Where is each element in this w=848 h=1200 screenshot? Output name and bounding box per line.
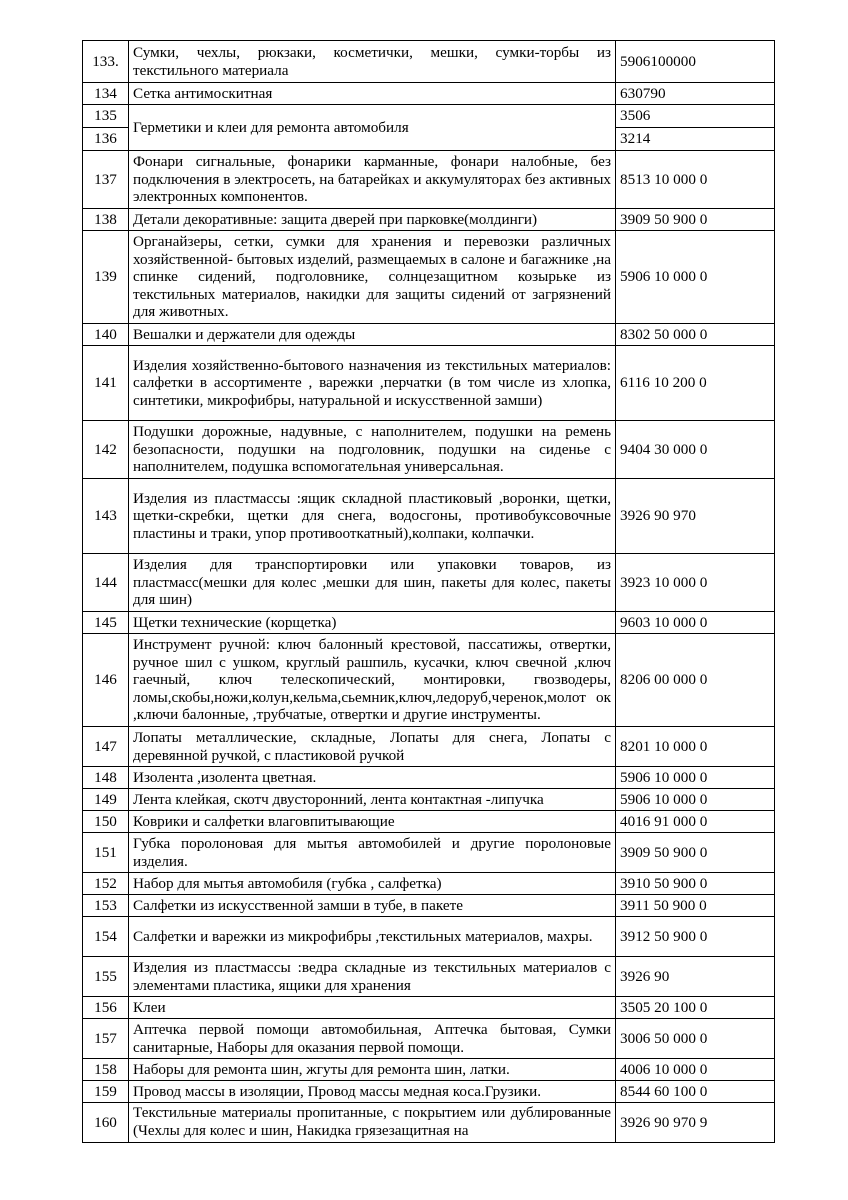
row-description: Фонари сигнальные, фонарики карманные, фонари налобные, без подключения в электросеть, на батарейках и аккумуляторах без активных электронных компонентов. bbox=[129, 151, 616, 209]
row-description: Наборы для ремонта шин, жгуты для ремонта шин, латки. bbox=[129, 1059, 616, 1081]
row-number: 150 bbox=[83, 811, 129, 833]
row-number: 138 bbox=[83, 209, 129, 231]
table-row bbox=[83, 324, 775, 346]
row-description: Подушки дорожные, надувные, с наполнителем, подушки на ремень безопасности, подушки на подголовник, подушки на сиденье с наполнителем, подушка вспомогательная универсальная. bbox=[129, 421, 616, 479]
row-code: 3214 bbox=[616, 128, 775, 151]
table-row bbox=[83, 151, 775, 209]
row-number: 143 bbox=[83, 479, 129, 554]
row-description: Салфетки из искусственной замши в тубе, в пакете bbox=[129, 895, 616, 917]
row-code: 3923 10 000 0 bbox=[616, 554, 775, 612]
row-number: 156 bbox=[83, 997, 129, 1019]
table-row bbox=[83, 1059, 775, 1081]
row-description: Текстильные материалы пропитанные, с покрытием или дублированные (Чехлы для колес и шин, Накидка грязезащитная на bbox=[129, 1103, 616, 1143]
row-code: 3505 20 100 0 bbox=[616, 997, 775, 1019]
row-code: 5906100000 bbox=[616, 41, 775, 83]
row-code: 8302 50 000 0 bbox=[616, 324, 775, 346]
row-description: Набор для мытья автомобиля (губка , салфетка) bbox=[129, 873, 616, 895]
table-row bbox=[83, 479, 775, 554]
row-number: 154 bbox=[83, 917, 129, 957]
row-number: 157 bbox=[83, 1019, 129, 1059]
row-number: 160 bbox=[83, 1103, 129, 1143]
row-code: 3912 50 900 0 bbox=[616, 917, 775, 957]
row-description: Лента клейкая, скотч двусторонний, лента контактная -липучка bbox=[129, 789, 616, 811]
row-code: 3926 90 970 9 bbox=[616, 1103, 775, 1143]
row-code: 8513 10 000 0 bbox=[616, 151, 775, 209]
table-row bbox=[83, 895, 775, 917]
table-row bbox=[83, 1081, 775, 1103]
row-description: Аптечка первой помощи автомобильная, Аптечка бытовая, Сумки санитарные, Наборы для оказания первой помощи. bbox=[129, 1019, 616, 1059]
row-code: 3909 50 900 0 bbox=[616, 833, 775, 873]
row-number: 133. bbox=[83, 41, 129, 83]
row-number: 135 bbox=[83, 105, 129, 128]
table-row bbox=[83, 997, 775, 1019]
row-code: 3910 50 900 0 bbox=[616, 873, 775, 895]
row-description: Губка поролоновая для мытья автомобилей и другие поролоновые изделия. bbox=[129, 833, 616, 873]
row-code: 8544 60 100 0 bbox=[616, 1081, 775, 1103]
row-number: 153 bbox=[83, 895, 129, 917]
row-number: 142 bbox=[83, 421, 129, 479]
row-number: 145 bbox=[83, 612, 129, 634]
row-number: 134 bbox=[83, 83, 129, 105]
row-description: Изделия из пластмассы :ведра складные из текстильных материалов с элементами пластика, ящики для хранения bbox=[129, 957, 616, 997]
row-number: 158 bbox=[83, 1059, 129, 1081]
row-description: Салфетки и варежки из микрофибры ,текстильных материалов, махры. bbox=[129, 917, 616, 957]
row-description: Органайзеры, сетки, сумки для хранения и перевозки различных хозяйственной- бытовых изделий, размещаемых в салоне и багажнике ,на спинке сидений, подголовнике, солнцезащитном козырьке из текстильных материалов, накидки для защиты сидений от загрязнений для животных. bbox=[129, 231, 616, 324]
row-code: 3006 50 000 0 bbox=[616, 1019, 775, 1059]
table-row bbox=[83, 231, 775, 324]
row-description: Сетка антимоскитная bbox=[129, 83, 616, 105]
row-description: Инструмент ручной: ключ балонный крестовой, пассатижы, отвертки, ручное шил с ушком, круглый рашпиль, кусачки, ключ свечной ,ключ гаечный, ключ телескопический, монтировки, гвозводеры, ломы,скобы,ножи,колун,кельма,сьемник,ключ,ледоруб,черенок,молот ок ,ключи балонные, ,трубчатые, отвертки и другие инструменты. bbox=[129, 634, 616, 727]
row-number: 146 bbox=[83, 634, 129, 727]
row-code: 8201 10 000 0 bbox=[616, 727, 775, 767]
row-description: Коврики и салфетки влаговпитывающие bbox=[129, 811, 616, 833]
row-number: 148 bbox=[83, 767, 129, 789]
row-description: Вешалки и держатели для одежды bbox=[129, 324, 616, 346]
table-row bbox=[83, 209, 775, 231]
table-row bbox=[83, 727, 775, 767]
row-description: Провод массы в изоляции, Провод массы медная коса.Грузики. bbox=[129, 1081, 616, 1103]
row-description: Изделия хозяйственно-бытового назначения из текстильных материалов: салфетки в ассортименте , варежки ,перчатки (в том числе из хлопка, синтетики, микрофибры, натуральной и искусственной замши) bbox=[129, 346, 616, 421]
row-code: 3506 bbox=[616, 105, 775, 128]
row-code: 8206 00 000 0 bbox=[616, 634, 775, 727]
row-code: 4006 10 000 0 bbox=[616, 1059, 775, 1081]
goods-table bbox=[82, 40, 775, 1143]
table-row bbox=[83, 1103, 775, 1143]
row-code: 6116 10 200 0 bbox=[616, 346, 775, 421]
row-description: Щетки технические (корщетка) bbox=[129, 612, 616, 634]
row-number: 159 bbox=[83, 1081, 129, 1103]
table-row bbox=[83, 612, 775, 634]
row-description: Герметики и клеи для ремонта автомобиля bbox=[129, 105, 616, 151]
row-description: Лопаты металлические, складные, Лопаты для снега, Лопаты с деревянной ручкой, с пластиковой ручкой bbox=[129, 727, 616, 767]
row-description: Изделия для транспортировки или упаковки товаров, из пластмасс(мешки для колес ,мешки для шин, пакеты для колес, пакеты для шин) bbox=[129, 554, 616, 612]
row-code: 630790 bbox=[616, 83, 775, 105]
table-row bbox=[83, 1019, 775, 1059]
row-code: 3926 90 970 bbox=[616, 479, 775, 554]
row-number: 149 bbox=[83, 789, 129, 811]
table-row bbox=[83, 105, 775, 128]
row-number: 140 bbox=[83, 324, 129, 346]
table-row bbox=[83, 811, 775, 833]
row-code: 5906 10 000 0 bbox=[616, 767, 775, 789]
row-number: 155 bbox=[83, 957, 129, 997]
table-row bbox=[83, 833, 775, 873]
table-row bbox=[83, 634, 775, 727]
row-number: 147 bbox=[83, 727, 129, 767]
table-row bbox=[83, 83, 775, 105]
row-code: 3926 90 bbox=[616, 957, 775, 997]
table-row bbox=[83, 917, 775, 957]
row-number: 144 bbox=[83, 554, 129, 612]
row-description: Изолента ,изолента цветная. bbox=[129, 767, 616, 789]
row-description: Клеи bbox=[129, 997, 616, 1019]
table-row bbox=[83, 767, 775, 789]
row-number: 141 bbox=[83, 346, 129, 421]
row-code: 9404 30 000 0 bbox=[616, 421, 775, 479]
table-row bbox=[83, 789, 775, 811]
row-code: 5906 10 000 0 bbox=[616, 789, 775, 811]
row-number: 151 bbox=[83, 833, 129, 873]
table-row bbox=[83, 41, 775, 83]
table-row bbox=[83, 421, 775, 479]
row-code: 3909 50 900 0 bbox=[616, 209, 775, 231]
table-row bbox=[83, 346, 775, 421]
table-row bbox=[83, 873, 775, 895]
row-code: 9603 10 000 0 bbox=[616, 612, 775, 634]
table-row bbox=[83, 957, 775, 997]
row-number: 152 bbox=[83, 873, 129, 895]
row-code: 4016 91 000 0 bbox=[616, 811, 775, 833]
row-description: Сумки, чехлы, рюкзаки, косметички, мешки, сумки-торбы из текстильного материала bbox=[129, 41, 616, 83]
table-row bbox=[83, 554, 775, 612]
row-code: 5906 10 000 0 bbox=[616, 231, 775, 324]
row-code: 3911 50 900 0 bbox=[616, 895, 775, 917]
row-number: 136 bbox=[83, 128, 129, 151]
row-description: Детали декоративные: защита дверей при парковке(молдинги) bbox=[129, 209, 616, 231]
row-number: 139 bbox=[83, 231, 129, 324]
row-number: 137 bbox=[83, 151, 129, 209]
row-description: Изделия из пластмассы :ящик складной пластиковый ,воронки, щетки, щетки-скребки, щетки для снега, водосгоны, противобуксовочные пластины и траки, упор противооткатный),колпаки, колпачки. bbox=[129, 479, 616, 554]
